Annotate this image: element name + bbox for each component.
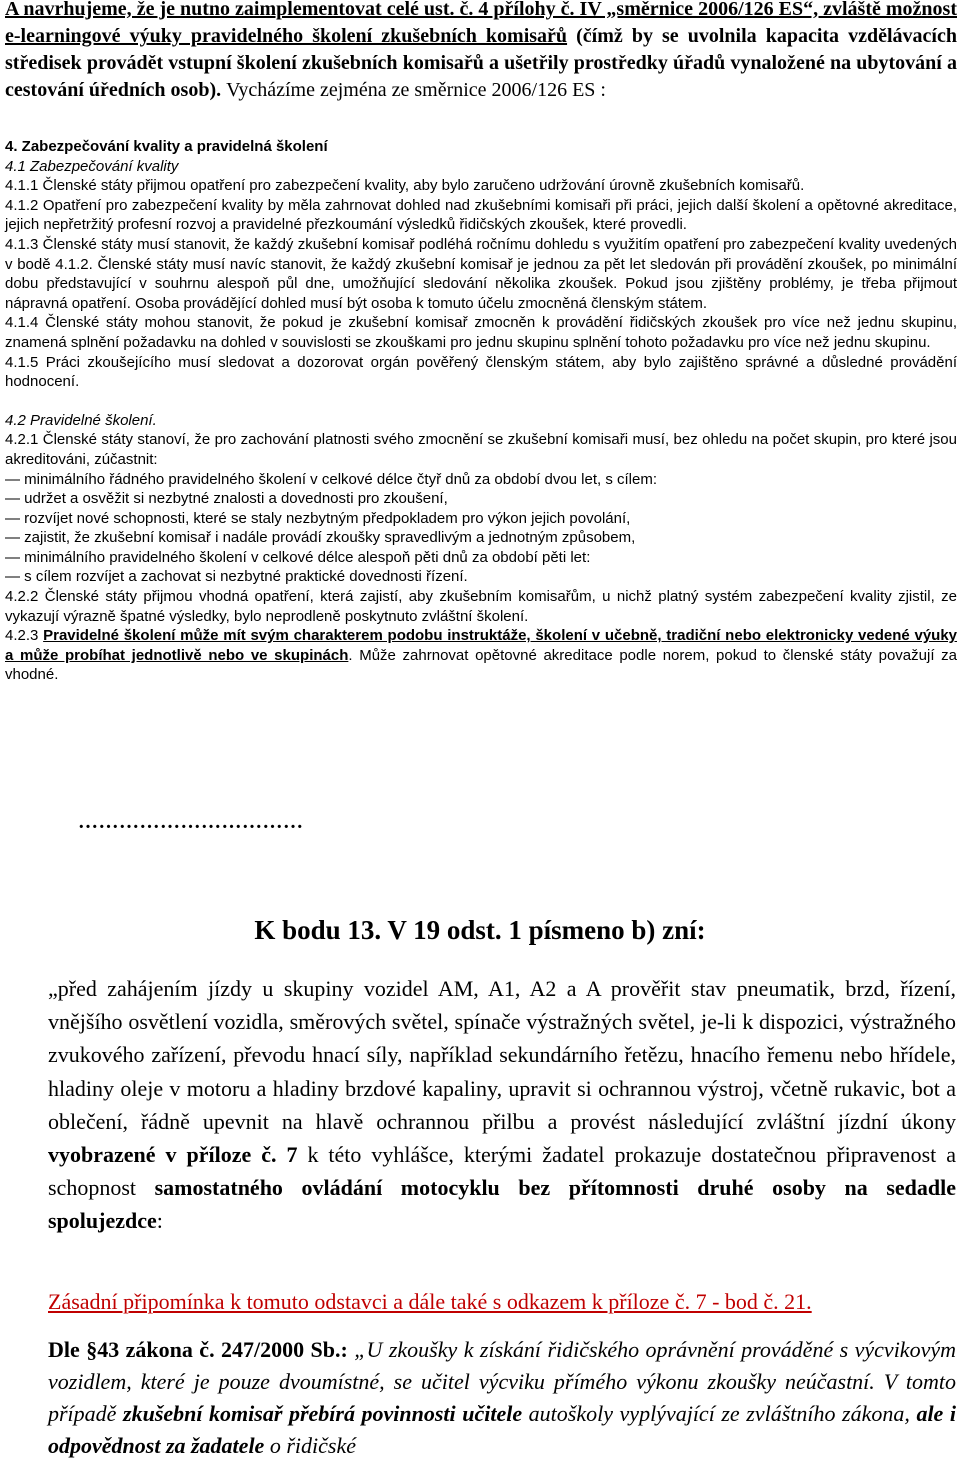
paragraph-4-2-2: 4.2.2 Členské státy přijmou vhodná opatření, která zajistí, aby zkušebním komisařům, u nichž platný systém zabezpečení kvality zjistil, ze vykazují výrazně špatné výsledky, bylo neprodleně poskytnuto zvláštní školení. xyxy=(5,588,957,625)
dash-item: — minimálního pravidelného školení v celkové délce alespoň pěti dnů za období pěti let: xyxy=(5,548,591,566)
section-heading: K bodu 13. V 19 odst. 1 písmeno b) zní: xyxy=(254,915,706,945)
dash-item: — rozvíjet nové schopnosti, které se staly nezbytným předpokladem pro výkon jejich povolání, xyxy=(5,509,631,527)
paragraph-4-2-3-number: 4.2.3 xyxy=(5,627,44,645)
paragraph-4-1-5: 4.1.5 Práci zkoušejícího musí sledovat a dozorovat orgán pověřený členským státem, aby bylo zajištěno správné a důsledné provádění hodnocení. xyxy=(5,353,957,391)
dash-item: — zajistit, že zkušební komisař i nadále provádí zkoušky spravedlivým a jednotným způsobem, xyxy=(5,529,636,547)
proposed-text-part: k této vyhlášce, kterými žadatel prokazuje dostatečnou připravenost a schopnost xyxy=(48,1142,956,1201)
section-4-heading: 4. Zabezpečování kvality a pravidelná školení xyxy=(5,138,328,155)
directive-quote xyxy=(5,137,957,685)
paragraph-4-2-1: 4.2.1 Členské státy stanoví, že pro zachování platnosti svého zmocnění se zkušební komisaři musí, bez ohledu na počet skupin, pro které jsou akreditováni, zúčastnit: xyxy=(5,431,957,468)
proposed-text-part: „před zahájením jízdy u skupiny vozidel AM, A1, A2 a A prověřit stav pneumatik, brzd, řízení, vnějšího osvětlení vozidla, směrových světel, spínače výstražných světel, je-li k dispozici, výstražného zvukového zařízení, převodu hnací síly, například sekundárního řetězu, hnacího řemenu nebo hřídele, hladiny oleje v motoru a hladiny brzdové kapaliny, upravit si ochrannou výstroj, včetně rukavic, bot a oblečení, řádně upevnit na hlavě ochrannou přilbu a provést následující zvláštní jízdní úkony xyxy=(48,976,956,1134)
paragraph-4-1-4: 4.1.4 Členské státy mohou stanovit, že pokud je zkušební komisař zmocněn k provádění řidičských zkoušek pro více než jednu skupinu, znamená splnění požadavku na dohled v souvislosti se zkouškami pro jednu skupinu splnění tohoto požadavku pro více než jednu skupinu. xyxy=(5,314,957,351)
intro-paragraph xyxy=(5,0,957,104)
proposed-text-part: : xyxy=(156,1208,163,1234)
intro-directive-reference: Vycházíme zejména ze směrnice 2006/126 ES : xyxy=(226,79,606,101)
intro-underlined-text: A navrhujeme, že je nutno zaimplementovat celé ust. č. 4 přílohy č. IV „směrnice 2006/126 ES“, zvláště možnost e-learningové výuky pravidelného školení zkušebních komisařů xyxy=(5,0,957,47)
intro-text: (čímž by se uvolnila kapacita vzdělávacích středisek provádět vstupní školení zkušebních komisařů a ušetřily prostředky úřadů vynaložené na ubytování a cestování úředních osob). xyxy=(5,25,957,101)
section-4-2-heading: 4.2 Pravidelné školení. xyxy=(5,411,157,429)
dash-item: — s cílem rozvíjet a zachovat si nezbytné praktické dovednosti řízení. xyxy=(5,568,468,586)
law-reference: Dle §43 zákona č. 247/2000 Sb.: xyxy=(48,1337,348,1362)
proposed-text-bold: vyobrazené v příloze č. 7 xyxy=(48,1142,298,1168)
law-quote: autoškoly vyplývající ze zvláštního zákona, xyxy=(522,1401,917,1426)
law-quote: „U zkoušky k získání řidičského oprávnění prováděné s výcvikovým vozidlem, které je pouze dvoumístné, se učitel výcviku přímého výkonu zkoušky neúčastní. V tomto případě xyxy=(48,1337,956,1426)
dash-item: — minimálního řádného pravidelného školení v celkové délce čtyř dnů za období dvou let, s cílem: xyxy=(5,470,658,488)
proposed-paragraph xyxy=(48,972,956,1238)
paragraph-4-2-3-emphasis: Pravidelné školení může mít svým charakterem podobu instruktáže, školení v učebně, tradiční nebo elektronicky vedené výuky a může probíhat jednotlivě nebo ve skupinách xyxy=(5,627,958,664)
paragraph-4-1-1: 4.1.1 Členské státy přijmou opatření pro zabezpečení kvality, aby bylo zaručeno udržování úrovně zkušebních komisařů. xyxy=(5,177,805,195)
law-quote: o řidičské xyxy=(264,1433,356,1458)
principal-comment: Zásadní připomínka k tomuto odstavci a dále také s odkazem k příloze č. 7 - bod č. 21. xyxy=(48,1289,812,1314)
paragraph-4-2-3 xyxy=(5,626,957,685)
paragraph-4-2-3-rest: . Může zahrnovat opětovné akreditace podle norem, pokud to členské státy považují za vhodné. xyxy=(5,646,957,684)
proposed-text xyxy=(48,972,956,1238)
paragraph-gap xyxy=(5,392,957,411)
law-citation xyxy=(48,1334,956,1462)
paragraph-4-1-3: 4.1.3 Členské státy musí stanovit, že každý zkušební komisař podléhá ročnímu dohledu s využitím opatření pro zabezpečení kvality uvedených v bodě 4.1.2. Členské státy musí navíc stanovit, že každý zkušební komisař je jednou za pět let sledován při provádění zkoušek, po minimální dobu představující v souhrnu alespoň půl dne, umožňující sledování několika zkoušek. Pokud jsou zjištěny problémy, je třeba přijmout nápravná opatření. Osoba provádějící dohled musí být osoba k tomuto účelu zmocněná členským státem. xyxy=(5,235,957,312)
law-quote-bold: zkušební komisař přebírá povinnosti učitele xyxy=(123,1401,523,1426)
section-4-1-heading: 4.1 Zabezpečování kvality xyxy=(5,157,179,175)
paragraph-4-1-2: 4.1.2 Opatření pro zabezpečení kvality by měla zahrnovat dohled nad zkušebními komisaři při práci, jejich další školení a opětovné akreditace, jejich nepřetržitý profesní rozvoj a pravidelné přezkoumání výsledků řidičských zkoušek, které provedli. xyxy=(5,196,957,234)
law-quote-bold: ale i odpovědnost za žadatele xyxy=(48,1401,956,1458)
ellipsis-separator: …………………………… xyxy=(78,811,304,833)
proposed-text-bold: samostatného ovládání motocyklu bez přítomnosti druhé osoby na sedadle spolujezdce xyxy=(48,1175,956,1234)
dash-item: — udržet a osvěžit si nezbytné znalosti a dovednosti pro zkoušení, xyxy=(5,490,448,508)
